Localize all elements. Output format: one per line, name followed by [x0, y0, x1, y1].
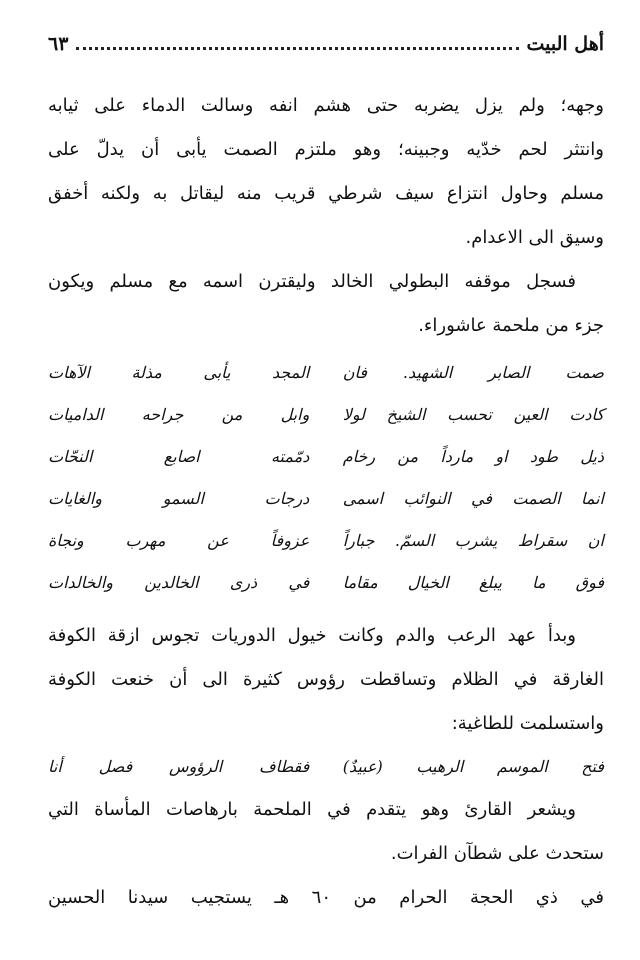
- second-hemistich: وابل من جراحه الداميات: [48, 405, 310, 424]
- body-text: [48, 84, 604, 920]
- text-line: جزء من ملحمة عاشوراء.: [418, 315, 604, 336]
- text-line: وجهه؛ ولم يزل يضربه حتى هشم انفه وسالت الدماء على ثيابه: [48, 95, 604, 116]
- page-number: ٦٣: [48, 33, 69, 55]
- page-header: [48, 28, 604, 60]
- paragraph: [48, 876, 604, 920]
- poem-verse: [48, 352, 604, 394]
- first-hemistich: كادت العين تحسب الشيخ لولا: [342, 405, 604, 424]
- first-hemistich: انما الصمت في النوائب اسمى: [342, 489, 604, 508]
- poem-verse: [48, 478, 604, 520]
- text-line: واستسلمت للطاغية:: [451, 713, 604, 734]
- second-hemistich: عزوفاً عن مهرب ونجاة: [48, 531, 310, 550]
- first-hemistich: ان سقراط يشرب السمّ. جباراً: [342, 531, 604, 550]
- running-title: أهل البيت: [526, 33, 604, 55]
- poem-verse: [48, 436, 604, 478]
- second-hemistich: درجات السمو والغايات: [48, 489, 310, 508]
- first-hemistich: فتح الموسم الرهيب (عبيدٌ): [342, 757, 604, 776]
- poem: [48, 352, 604, 604]
- second-hemistich: فقطاف الرؤوس فصل أنا: [48, 757, 310, 776]
- second-hemistich: المجد يأبى مذلة الآهات: [48, 363, 310, 382]
- poem-verse: [48, 394, 604, 436]
- first-hemistich: ذيل طود او مارداً من رخام: [342, 447, 604, 466]
- quoted-verse: [48, 746, 604, 788]
- text-line: ويشعر القارئ وهو يتقدم في الملحمة بارهاصات المأساة التي: [48, 799, 576, 820]
- poem-verse: [48, 520, 604, 562]
- poem-verse: [48, 562, 604, 604]
- text-line: وسيق الى الاعدام.: [465, 227, 604, 248]
- book-page: [48, 0, 604, 960]
- paragraph: [48, 788, 604, 876]
- text-line: الغارقة في الظلام وتساقطت رؤوس كثيرة الى أن خنعت الكوفة: [48, 669, 604, 690]
- paragraph: [48, 260, 604, 348]
- first-hemistich: فوق ما يبلغ الخيال مقاما: [342, 573, 604, 592]
- second-hemistich: دمّمته اصابع النحّات: [48, 447, 310, 466]
- text-line: فسجل موقفه البطولي الخالد وليقترن اسمه مع مسلم ويكون: [48, 271, 576, 292]
- second-hemistich: في ذرى الخالدين والخالدات: [48, 573, 310, 592]
- paragraph: [48, 84, 604, 260]
- text-line: مسلم وحاول انتزاع سيف شرطي قريب منه ليقاتل به ولكنه أخفق: [48, 183, 604, 204]
- leader-dots: [76, 47, 518, 50]
- text-line: في ذي الحجة الحرام من ٦٠ هـ يستجيب سيدنا الحسين: [48, 887, 604, 908]
- text-line: وبدأ عهد الرعب والدم وكانت خيول الدوريات تجوس ازقة الكوفة: [48, 625, 576, 646]
- text-line: ستحدث على شطآن الفرات.: [390, 843, 604, 864]
- first-hemistich: صمت الصابر الشهيد. فان: [342, 363, 604, 382]
- text-line: وانتثر لحم خدّيه وجبينه؛ وهو ملتزم الصمت يأبى أن يدلّ على: [48, 139, 604, 160]
- paragraph: [48, 614, 604, 746]
